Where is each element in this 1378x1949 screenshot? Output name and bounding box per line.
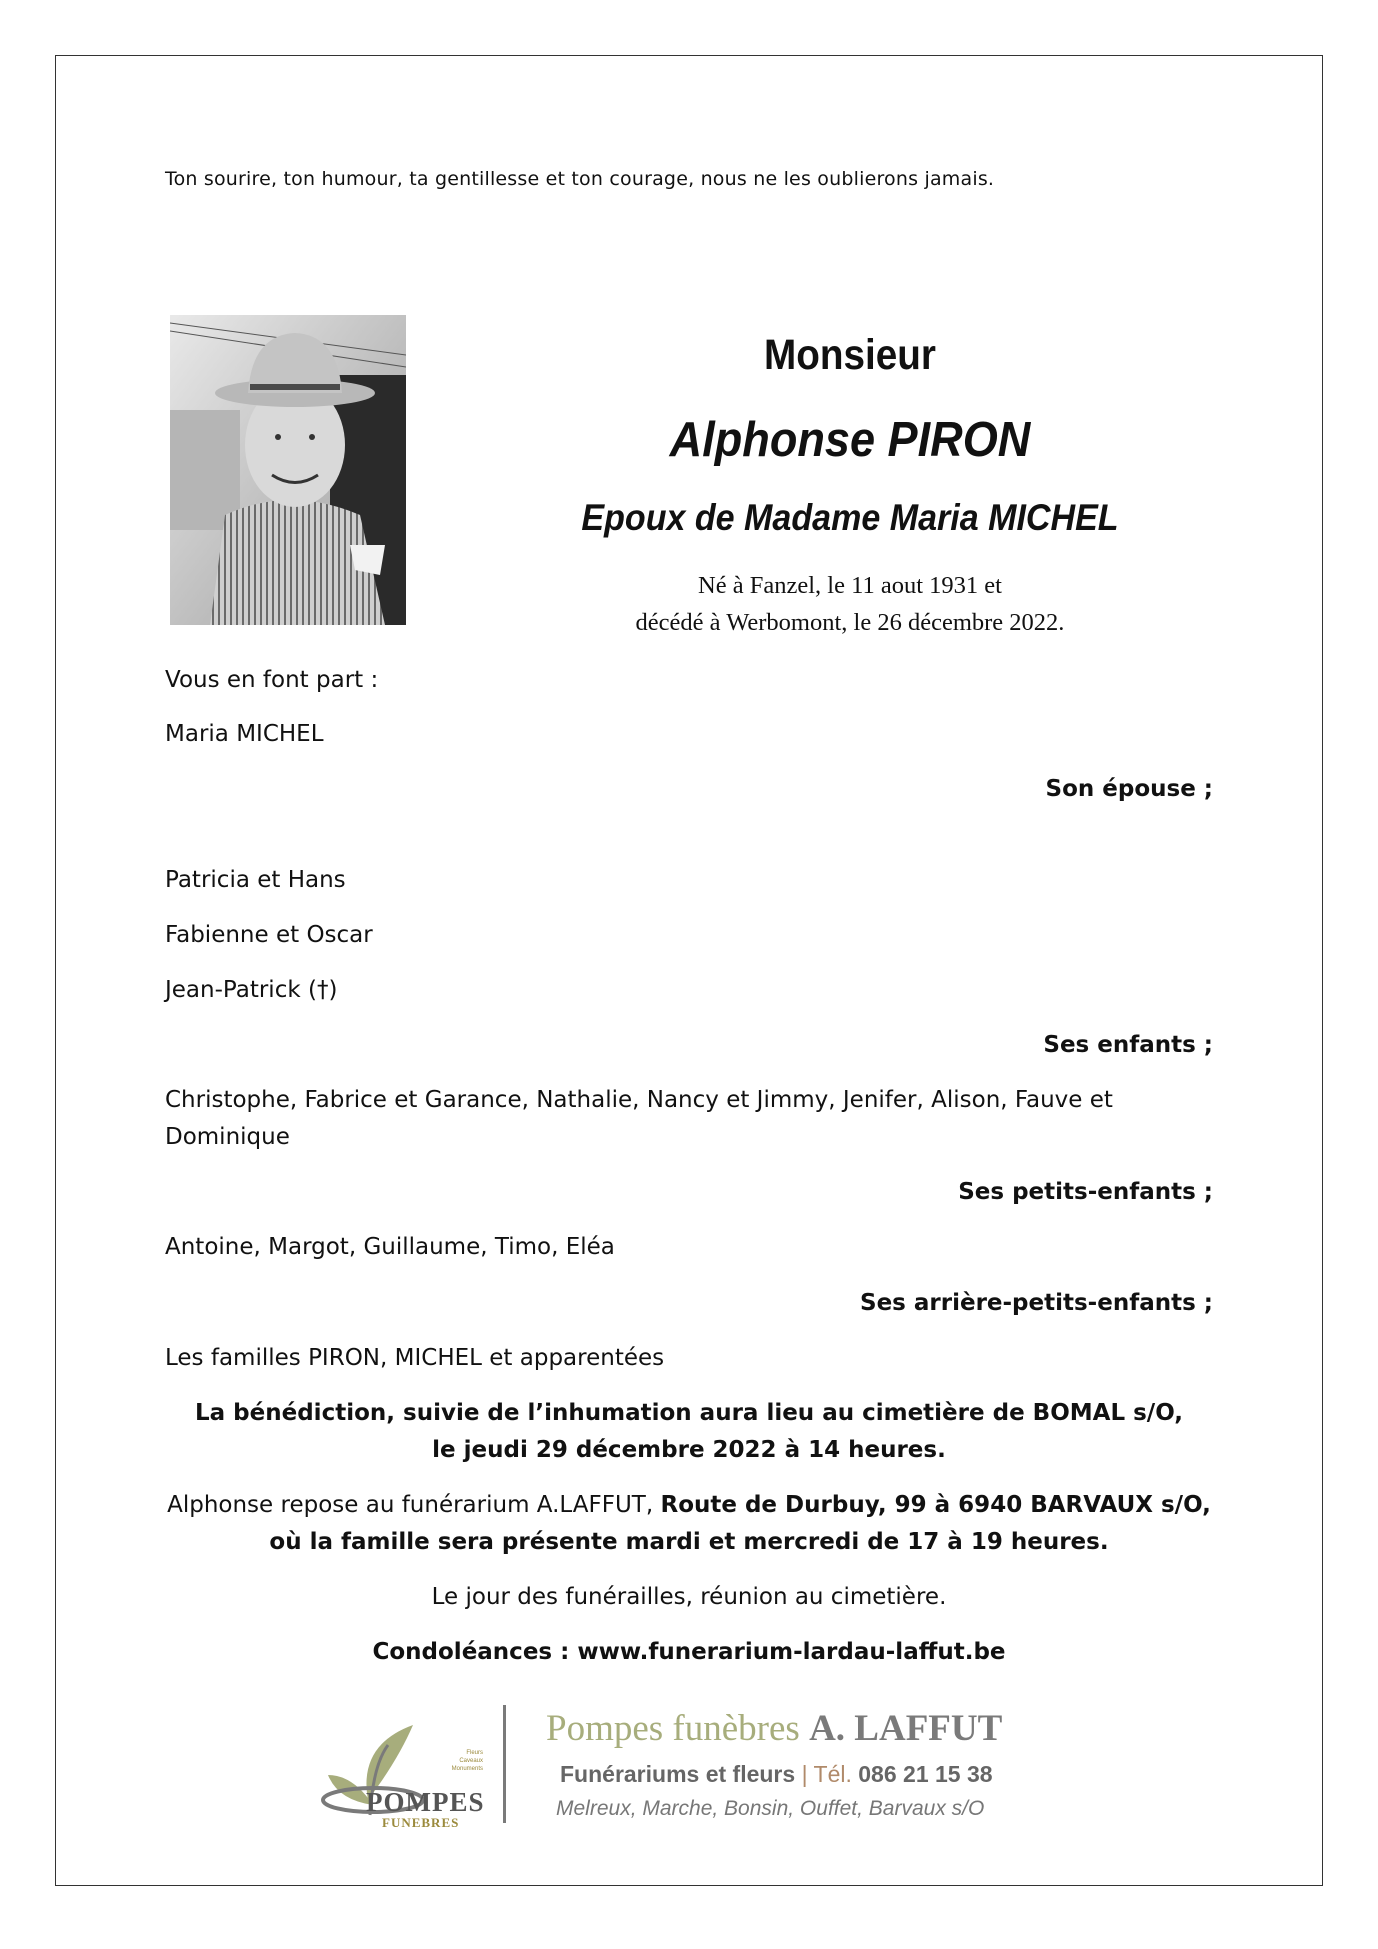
- ceremony-line-1: La bénédiction, suivie de l’inhumation aura lieu au cimetière de BOMAL s/O,: [195, 1400, 1183, 1426]
- funeral-day-note: Le jour des funérailles, réunion au cimetière.: [431, 1584, 947, 1610]
- spouse-label: Son épouse ;: [1045, 776, 1213, 802]
- services-line: [560, 1761, 993, 1788]
- death-line: décédé à Werbomont, le 26 décembre 2022.: [635, 609, 1065, 636]
- spouse-name: Maria MICHEL: [165, 721, 324, 747]
- company-name: [546, 1707, 1002, 1750]
- memorial-quote: Ton sourire, ton humour, ta gentillesse et ton courage, nous ne les oublierons jamais.: [165, 168, 995, 190]
- logo-brand-line-2: FUNEBRES: [382, 1815, 460, 1830]
- salutation: Monsieur: [763, 331, 937, 379]
- child-3: Jean-Patrick (†): [165, 977, 338, 1003]
- logo-small-lines: [443, 1749, 483, 1773]
- announcement-intro: Vous en font part :: [165, 667, 379, 693]
- grandchildren-line-1: Christophe, Fabrice et Garance, Nathalie, Nancy et Jimmy, Jenifer, Alison, Fauve et: [165, 1087, 1113, 1113]
- spouse-line: Epoux de Madame Maria MICHEL: [581, 497, 1119, 538]
- grandchildren-line-2: Dominique: [165, 1124, 290, 1150]
- logo-small-line-1: Fleurs: [466, 1750, 483, 1756]
- portrait-photo: [170, 315, 406, 625]
- deceased-name: Alphonse PIRON: [669, 413, 1031, 467]
- logo-small-line-3: Monuments: [451, 1766, 483, 1772]
- condolences-line: Condoléances : www.funerarium-lardau-laffut.be: [372, 1639, 1006, 1665]
- birth-line: Né à Fanzel, le 11 aout 1931 et: [698, 572, 1002, 599]
- families-line: Les familles PIRON, MICHEL et apparentées: [165, 1345, 665, 1371]
- tel-label: | Tél.: [801, 1761, 859, 1787]
- tel-number: 086 21 15 38: [858, 1761, 993, 1787]
- great-grandchildren-label: Ses arrière-petits-enfants ;: [860, 1290, 1213, 1316]
- logo-brand-line-1: POMPES: [366, 1787, 485, 1817]
- visitation-line-2: où la famille sera présente mardi et mercredi de 17 à 19 heures.: [269, 1529, 1109, 1555]
- visitation-prefix: Alphonse repose au funérarium A.LAFFUT,: [167, 1492, 661, 1518]
- funeral-home-logo: [318, 1705, 1058, 1831]
- great-grandchildren: Antoine, Margot, Guillaume, Timo, Eléa: [165, 1234, 615, 1260]
- company-prefix: Pompes funèbres: [546, 1708, 810, 1749]
- ceremony-line-2: le jeudi 29 décembre 2022 à 14 heures.: [432, 1437, 946, 1463]
- child-1: Patricia et Hans: [165, 867, 346, 893]
- locations-line: Melreux, Marche, Bonsin, Ouffet, Barvaux s/O: [556, 1797, 985, 1820]
- visitation-address: Route de Durbuy, 99 à 6940 BARVAUX s/O,: [660, 1492, 1211, 1518]
- children-label: Ses enfants ;: [1043, 1032, 1213, 1058]
- dates-block: [500, 567, 1200, 641]
- logo-divider: [503, 1705, 506, 1823]
- visitation-line-1: [110, 1492, 1268, 1518]
- logo-small-line-2: Caveaux: [459, 1758, 483, 1764]
- child-2: Fabienne et Oscar: [165, 922, 373, 948]
- services-text: Funérariums et fleurs: [560, 1761, 802, 1787]
- grandchildren-label: Ses petits-enfants ;: [958, 1179, 1213, 1205]
- company-name-bold: A. LAFFUT: [809, 1708, 1003, 1749]
